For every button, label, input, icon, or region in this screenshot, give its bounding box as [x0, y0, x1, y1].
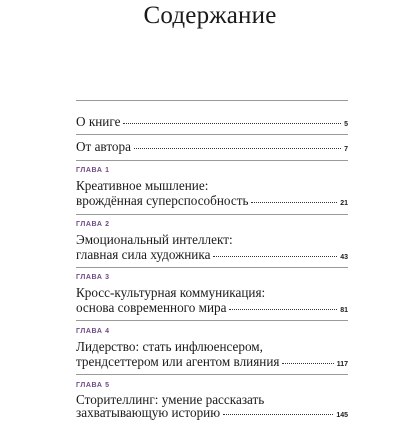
page-title: Содержание	[143, 2, 277, 29]
chapter-title-line[interactable]: Эмоциональный интеллект:	[76, 232, 233, 247]
toc-entry-title: От автора	[76, 139, 131, 154]
chapter-label: ГЛАВА 4	[76, 328, 110, 335]
chapter-title-line[interactable]: Кросс-культурная коммуникация:	[76, 285, 266, 300]
divider	[76, 134, 348, 135]
divider	[76, 100, 348, 101]
divider	[76, 160, 348, 161]
divider	[76, 214, 348, 215]
chapter-label: ГЛАВА 5	[76, 382, 110, 389]
divider	[76, 374, 348, 375]
chapter-title-line: основа современного мира	[76, 300, 227, 315]
chapter-label: ГЛАВА 2	[76, 221, 110, 228]
page-number: 21	[340, 200, 348, 207]
dot-leader	[251, 202, 337, 203]
dot-leader	[123, 123, 341, 124]
toc-entry-chapter-1[interactable]	[76, 192, 348, 212]
page-number: 145	[336, 412, 348, 419]
page-number: 5	[344, 121, 348, 128]
toc-entry-chapter-2[interactable]	[76, 246, 348, 266]
toc-entry-from-author[interactable]	[76, 138, 348, 158]
page-number: 43	[340, 254, 348, 261]
page-number: 117	[336, 361, 348, 368]
toc-entry-chapter-4[interactable]	[76, 353, 348, 373]
divider	[76, 320, 348, 321]
dot-leader	[134, 148, 341, 149]
toc-entry-chapter-3[interactable]	[76, 299, 348, 319]
toc-entry-title: О книге	[76, 114, 121, 129]
chapter-title-line[interactable]: Сторителлинг: умение рассказать	[76, 392, 265, 407]
chapter-title-line: врождённая суперспособность	[76, 193, 249, 208]
dot-leader	[223, 414, 333, 415]
chapter-title-line: захватывающую историю	[76, 405, 221, 420]
chapter-title-line[interactable]: Лидерство: стать инфлюенсером,	[76, 339, 263, 354]
dot-leader	[229, 309, 337, 310]
chapter-label: ГЛАВА 1	[76, 167, 110, 174]
toc-entry-about-book[interactable]	[76, 113, 348, 133]
page-number: 7	[344, 146, 348, 153]
chapter-title-line: главная сила художника	[76, 247, 211, 262]
chapter-title-line[interactable]: Креативное мышление:	[76, 178, 209, 193]
dot-leader	[282, 363, 333, 364]
page-number: 81	[340, 307, 348, 314]
divider	[76, 267, 348, 268]
toc-entry-chapter-5[interactable]	[76, 404, 348, 424]
dot-leader	[213, 256, 337, 257]
chapter-label: ГЛАВА 3	[76, 274, 110, 281]
chapter-title-line: трендсеттером или агентом влияния	[76, 354, 280, 369]
